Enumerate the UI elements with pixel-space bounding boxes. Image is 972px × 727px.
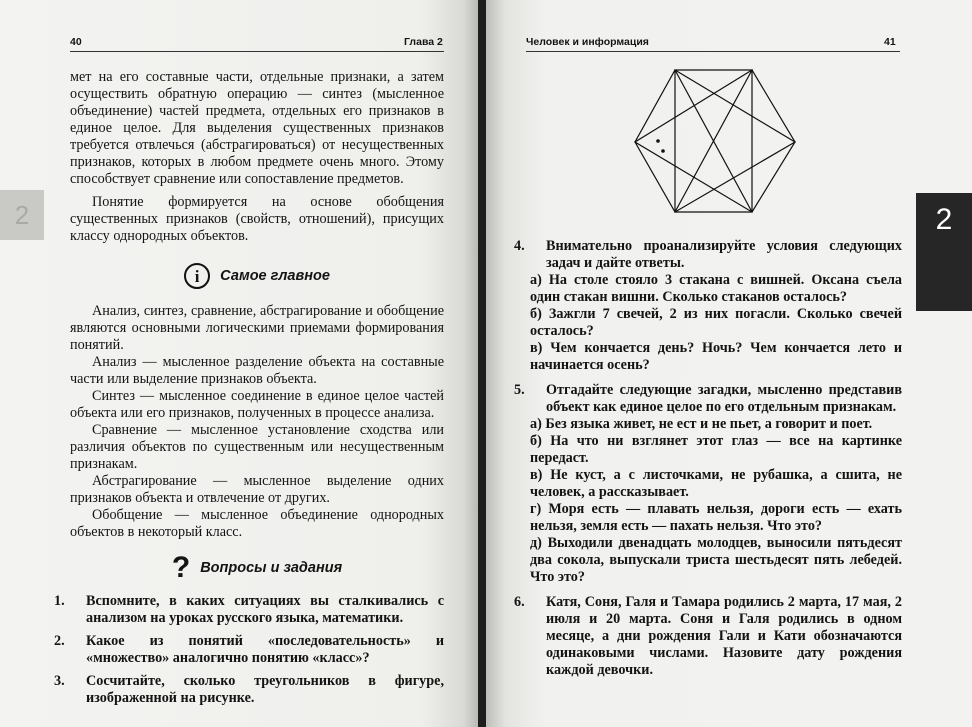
summary-paragraph: Анализ — мысленное разделение объекта на составные части или выделение признаков объекта. — [70, 354, 444, 387]
task-number: 6. — [514, 594, 525, 610]
header-rule — [70, 51, 444, 52]
question-number: 3. — [54, 673, 65, 689]
task-number: 5. — [514, 382, 525, 398]
summary-title: Самое главное — [220, 267, 330, 284]
task-number: 4. — [514, 238, 525, 254]
task-sub-item: г) Моря есть — плавать нельзя, дороги есть — ехать нельзя, земля есть — пахать нельзя. Что это? — [530, 501, 902, 534]
dot-mark — [661, 149, 665, 153]
header-rule — [526, 51, 900, 52]
task-sub-item: а) На столе стояло 3 стакана с вишней. Оксана съела один стакан вишни. Сколько стаканов осталось? — [530, 272, 902, 305]
summary-paragraph: Абстрагирование — мысленное выделение одних признаков объекта и отвлечение от других. — [70, 473, 444, 506]
task-text: Отгадайте следующие загадки, мысленно представив объект как единое целое по его отдельным признакам. — [546, 382, 902, 415]
triangle-left — [675, 70, 795, 212]
hexagon-triangles-figure — [630, 60, 810, 220]
question-text: Какое из понятий «последовательность» и «множество» аналогично понятию «класс»? — [86, 633, 444, 666]
question-number: 2. — [54, 633, 65, 649]
question-item — [54, 673, 444, 707]
task-text: Катя, Соня, Галя и Тамара родились 2 марта, 17 мая, 2 июля и 20 марта. Соня и Галя родились в одном месяце, а дни рождения Гали и Кати обозначаются одинаковыми числами. Назовите дату рождения каждой девочки. — [546, 594, 902, 678]
chapter-tab: 2 — [916, 193, 972, 311]
task-sub-item: б) Зажгли 7 свечей, 2 из них погасли. Сколько свечей осталось? — [530, 306, 902, 339]
dot-mark — [656, 139, 660, 143]
info-icon: i — [184, 263, 210, 289]
summary-paragraph: Синтез — мысленное соединение в единое целое частей объекта или его признаков, полученных в процессе анализа. — [70, 388, 444, 421]
task-sub-item: б) На что ни взглянет этот глаз — все на картинке передаст. — [530, 433, 902, 466]
questions-title: Вопросы и задания — [200, 559, 343, 576]
right-page — [486, 0, 972, 727]
task-sub-item: а) Без языка живет, не ест и не пьет, а говорит и поет. — [530, 416, 873, 432]
task-item — [514, 382, 902, 416]
summary-heading — [70, 263, 444, 289]
paragraph: Понятие формируется на основе обобщения существенных признаков (свойств, отношений), присущих классу однородных объектов. — [70, 194, 444, 244]
running-head: Человек и информация — [526, 36, 649, 48]
task-text: Внимательно проанализируйте условия следующих задач и дайте ответы. — [546, 238, 902, 271]
question-text: Сосчитайте, сколько треугольников в фигуре, изображенной на рисунке. — [86, 673, 444, 706]
running-head: Глава 2 — [404, 36, 443, 48]
summary-paragraph: Анализ, синтез, сравнение, абстрагирование и обобщение являются основными логическими приемами формирования понятий. — [70, 303, 444, 353]
book-gutter — [478, 0, 486, 727]
summary-paragraph: Сравнение — мысленное установление сходства или различия объектов по существенным или несущественным признакам. — [70, 422, 444, 472]
questions-heading — [70, 551, 444, 584]
task-sub-item: в) Чем кончается день? Ночь? Чем кончается лето и начинается осень? — [530, 340, 902, 373]
ghost-chapter-tab: 2 — [0, 190, 44, 240]
task-item — [514, 238, 902, 272]
task-sub-item: в) Не куст, а с листочками, не рубашка, а сшита, не человек, а рассказывает. — [530, 467, 902, 500]
question-icon: ? — [171, 551, 191, 584]
question-number: 1. — [54, 593, 65, 609]
left-page — [0, 0, 478, 727]
task-item — [514, 594, 902, 679]
summary-paragraph: Обобщение — мысленное объединение однородных объектов в некоторый класс. — [70, 507, 444, 540]
question-item — [54, 593, 444, 627]
page-number: 41 — [884, 36, 896, 48]
paragraph: мет на его составные части, отдельные признаки, а затем осуществить обратную операцию — синтез (мысленное объединение) частей предмета, отдельных его признаков в единое целое. Для выделения существенных признаков требуется отвлечься (абстрагироваться) от несущественных признаков, которых в любом предмете очень много. Этому способствует сравнение или сопоставление предметов. — [70, 69, 444, 187]
left-body — [54, 69, 444, 707]
question-text: Вспомните, в каких ситуациях вы сталкивались с анализом на уроках русского языка, математики. — [86, 593, 444, 626]
task-sub-item: д) Выходили двенадцать молодцев, выносили пятьдесят два сокола, выпускали триста шестьдесят пять лебедей. Что это? — [530, 535, 902, 585]
triangle-right — [635, 70, 752, 212]
question-item — [54, 633, 444, 667]
page-number: 40 — [70, 36, 82, 48]
right-body — [514, 238, 902, 679]
